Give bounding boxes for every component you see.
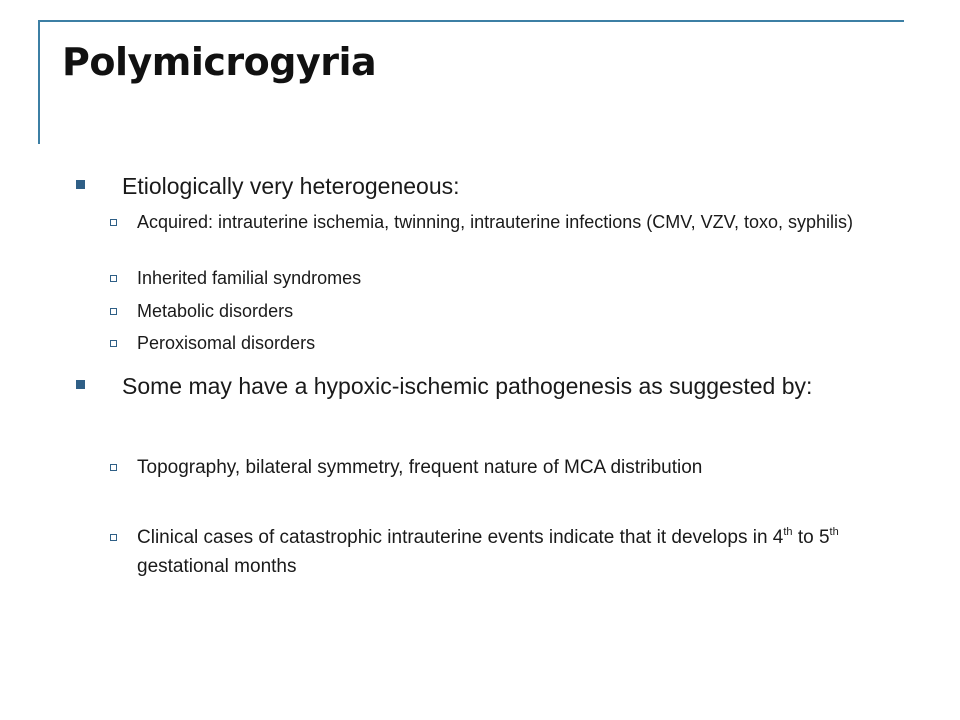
hollow-square-bullet-icon: [110, 275, 117, 282]
hollow-square-bullet-icon: [110, 534, 117, 541]
bullet-pathogenesis-text: Some may have a hypoxic-ischemic pathogenesis as suggested by:: [122, 373, 813, 399]
sub-bullet-inherited: [137, 268, 877, 288]
sub-bullet-topography: [137, 453, 877, 482]
slide-title: Polymicrogyria: [62, 40, 377, 84]
title-frame-top-rule: [38, 20, 904, 22]
sub-bullet-text-part1: Clinical cases of catastrophic intrauterine events indicate that it develops in 4: [137, 527, 784, 548]
sub-bullet-peroxisomal: [137, 333, 877, 353]
sub-bullet-text-part2: to 5: [792, 527, 830, 548]
sub-bullet-text: Acquired: intrauterine ischemia, twinning, intrauterine infections (CMV, VZV, toxo, syphilis): [137, 212, 854, 232]
sub-bullet-clinical-cases: [137, 523, 877, 581]
title-frame-left-rule: [38, 20, 40, 144]
bullet-etiology: [122, 170, 892, 203]
ordinal-suffix: th: [783, 525, 793, 538]
sub-bullet-acquired: [137, 212, 877, 232]
hollow-square-bullet-icon: [110, 308, 117, 315]
hollow-square-bullet-icon: [110, 464, 117, 471]
hollow-square-bullet-icon: [110, 340, 117, 347]
sub-bullet-text: Peroxisomal disorders: [137, 333, 316, 353]
ordinal-suffix: th: [829, 525, 839, 538]
hollow-square-bullet-icon: [110, 219, 117, 226]
sub-bullet-metabolic: [137, 301, 877, 321]
sub-bullet-text: Topography, bilateral symmetry, frequent nature of MCA distribution: [137, 457, 703, 478]
sub-bullet-text: Metabolic disorders: [137, 301, 294, 321]
square-bullet-icon: [76, 180, 85, 189]
bullet-etiology-text: Etiologically very heterogeneous:: [122, 173, 460, 199]
bullet-pathogenesis: [122, 370, 882, 403]
sub-bullet-text: Inherited familial syndromes: [137, 268, 362, 288]
sub-bullet-text-part3: gestational months: [137, 556, 297, 577]
square-bullet-icon: [76, 380, 85, 389]
